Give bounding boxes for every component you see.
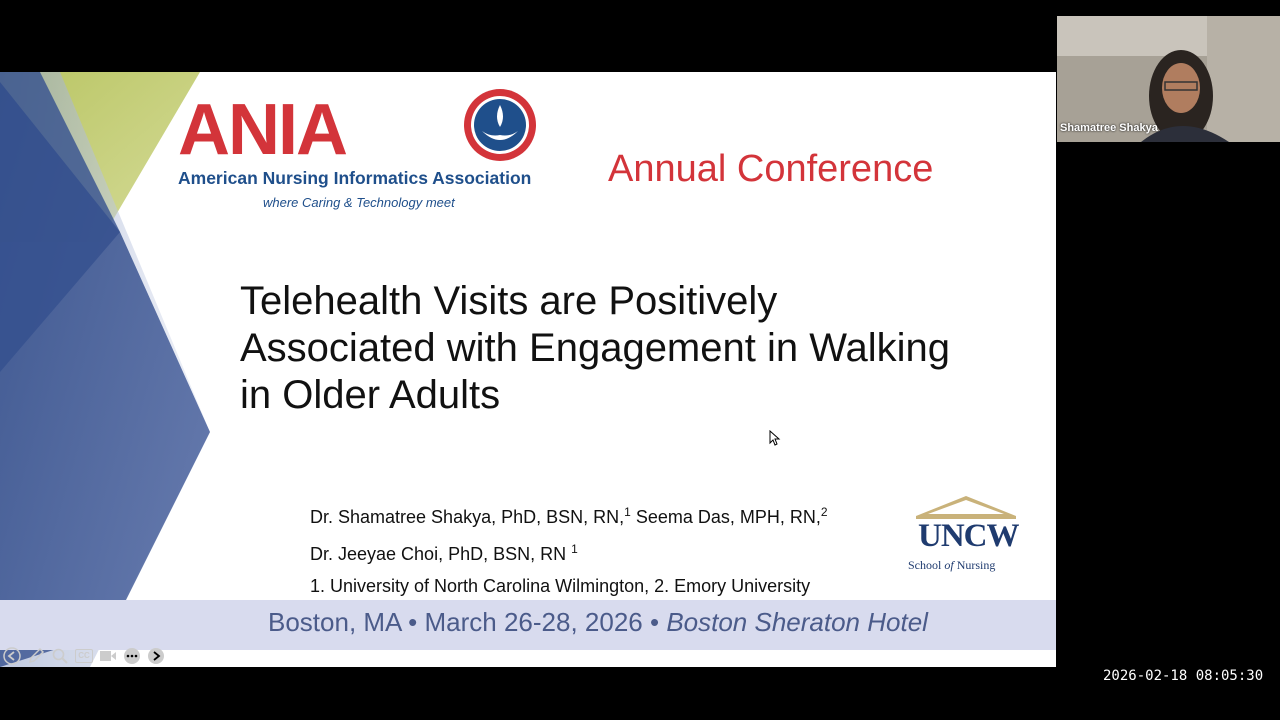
- captions-icon: CC: [75, 649, 93, 663]
- presentation-slide: [0, 72, 1056, 667]
- slide-title-line: Telehealth Visits are Positively: [240, 279, 778, 323]
- previous-icon: [3, 647, 21, 665]
- authors-line-2: Dr. Jeeyae Choi, PhD, BSN, RN $^1$: [310, 542, 578, 564]
- presentation-toolbar: [0, 645, 166, 667]
- zoom-icon: [51, 647, 69, 665]
- video-icon: [99, 647, 117, 665]
- authors-line-1: Dr. Shamatree Shakya, PhD, BSN, RN,$^1$ Seema Das, MPH, RN,$^2$: [310, 505, 828, 527]
- mouse-cursor-icon: [769, 430, 781, 446]
- zoom-button[interactable]: [50, 646, 70, 666]
- uncw-building-icon: [906, 494, 1026, 520]
- participant-name: Shamatree Shakya: [1060, 122, 1158, 134]
- authors-block: [310, 496, 828, 602]
- next-slide-button[interactable]: [146, 646, 166, 666]
- ania-logo-text: ANIA: [178, 90, 346, 170]
- participant-video-tile[interactable]: [1057, 16, 1280, 142]
- next-icon: [147, 647, 165, 665]
- timestamp: 2026-02-18 08:05:30: [1103, 668, 1264, 684]
- slide-title-line: Associated with Engagement in Walking: [240, 326, 950, 370]
- slide-title-line: in Older Adults: [240, 373, 501, 417]
- uncw-logo: [906, 494, 1026, 576]
- captions-button[interactable]: [74, 646, 94, 666]
- ania-emblem-icon: [462, 87, 538, 163]
- more-icon: [123, 647, 141, 665]
- ania-logo: [178, 90, 540, 215]
- slide-title: [240, 278, 1040, 419]
- uncw-name: UNCW: [918, 518, 1019, 554]
- affiliations: 1. University of North Carolina Wilmington, 2. Emory University: [310, 576, 811, 596]
- more-button[interactable]: [122, 646, 142, 666]
- video-button[interactable]: [98, 646, 118, 666]
- ania-org-name: American Nursing Informatics Association: [178, 168, 532, 188]
- footer-text: Boston, MA • March 26-28, 2026 • Boston Sheraton Hotel: [268, 607, 928, 637]
- ania-tagline: where Caring & Technology meet: [263, 195, 455, 210]
- conference-label: Annual Conference: [608, 148, 934, 190]
- previous-slide-button[interactable]: [2, 646, 22, 666]
- uncw-school: School of Nursing: [908, 558, 996, 572]
- pen-button[interactable]: [26, 646, 46, 666]
- pen-icon: [27, 647, 45, 665]
